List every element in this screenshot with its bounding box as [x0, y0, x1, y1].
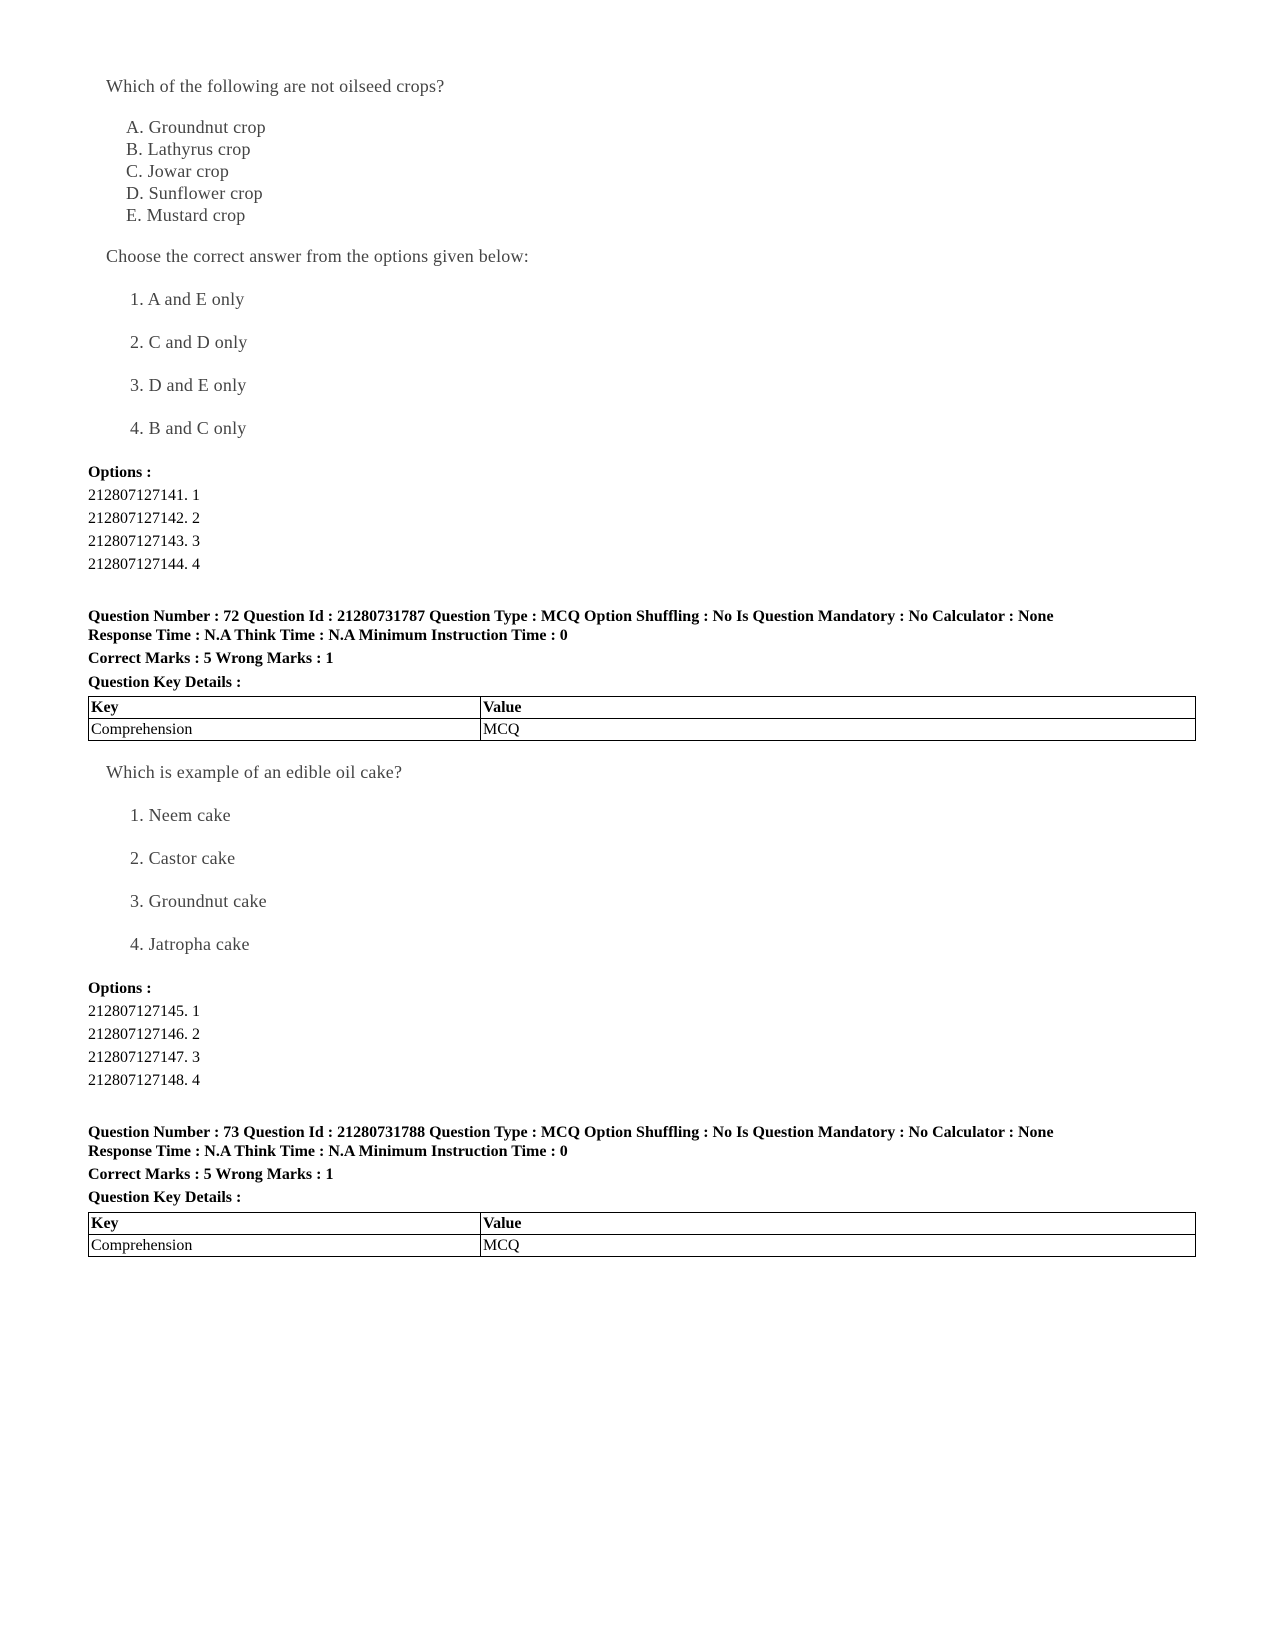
question-71-instruction: Choose the correct answer from the options given below: [106, 246, 529, 266]
key-details-label: Question Key Details : [88, 1189, 242, 1206]
choice-1: 1. A and E only [130, 289, 245, 309]
options-label: Options : [88, 464, 152, 481]
statement-c: C. Jowar crop [126, 161, 230, 181]
question-header: Question Number : 72 Question Id : 21280731787 Question Type : MCQ Option Shuffling : No Is Question Mandatory : No Calculator : None [88, 608, 1054, 625]
statement-b: B. Lathyrus crop [126, 139, 251, 159]
table-cell-key: Comprehension [89, 1235, 481, 1257]
question-marks: Correct Marks : 5 Wrong Marks : 1 [88, 1166, 334, 1183]
choice-4: 4. B and C only [130, 418, 247, 438]
question-header: Question Number : 73 Question Id : 21280731788 Question Type : MCQ Option Shuffling : No Is Question Mandatory : No Calculator : None [88, 1124, 1054, 1141]
statement-a: A. Groundnut crop [126, 117, 266, 137]
table-header-value: Value [481, 697, 1196, 719]
table-cell-key: Comprehension [89, 719, 481, 741]
key-details-table [88, 1212, 1196, 1257]
option-item: 212807127141. 1 [88, 487, 200, 504]
table-cell-value: MCQ [481, 1235, 1196, 1257]
table-row [89, 719, 1196, 741]
statement-d: D. Sunflower crop [126, 183, 263, 203]
question-timing: Response Time : N.A Think Time : N.A Minimum Instruction Time : 0 [88, 627, 568, 644]
option-item: 212807127142. 2 [88, 510, 200, 527]
table-header-row [89, 697, 1196, 719]
question-71-text: Which of the following are not oilseed crops? [106, 76, 445, 96]
choice-3: 3. Groundnut cake [130, 891, 267, 911]
choice-2: 2. Castor cake [130, 848, 236, 868]
option-item: 212807127147. 3 [88, 1049, 200, 1066]
key-details-label: Question Key Details : [88, 674, 242, 691]
key-details-table [88, 696, 1196, 741]
option-item: 212807127143. 3 [88, 533, 200, 550]
option-item: 212807127145. 1 [88, 1003, 200, 1020]
options-label: Options : [88, 980, 152, 997]
option-item: 212807127146. 2 [88, 1026, 200, 1043]
choice-2: 2. C and D only [130, 332, 248, 352]
table-cell-value: MCQ [481, 719, 1196, 741]
choice-1: 1. Neem cake [130, 805, 231, 825]
question-timing: Response Time : N.A Think Time : N.A Minimum Instruction Time : 0 [88, 1143, 568, 1160]
table-header-row [89, 1213, 1196, 1235]
option-item: 212807127148. 4 [88, 1072, 200, 1089]
choice-4: 4. Jatropha cake [130, 934, 250, 954]
table-header-key: Key [89, 697, 481, 719]
question-marks: Correct Marks : 5 Wrong Marks : 1 [88, 650, 334, 667]
choice-3: 3. D and E only [130, 375, 247, 395]
option-item: 212807127144. 4 [88, 556, 200, 573]
table-header-value: Value [481, 1213, 1196, 1235]
statement-e: E. Mustard crop [126, 205, 246, 225]
table-header-key: Key [89, 1213, 481, 1235]
table-row [89, 1235, 1196, 1257]
question-72-text: Which is example of an edible oil cake? [106, 762, 403, 782]
